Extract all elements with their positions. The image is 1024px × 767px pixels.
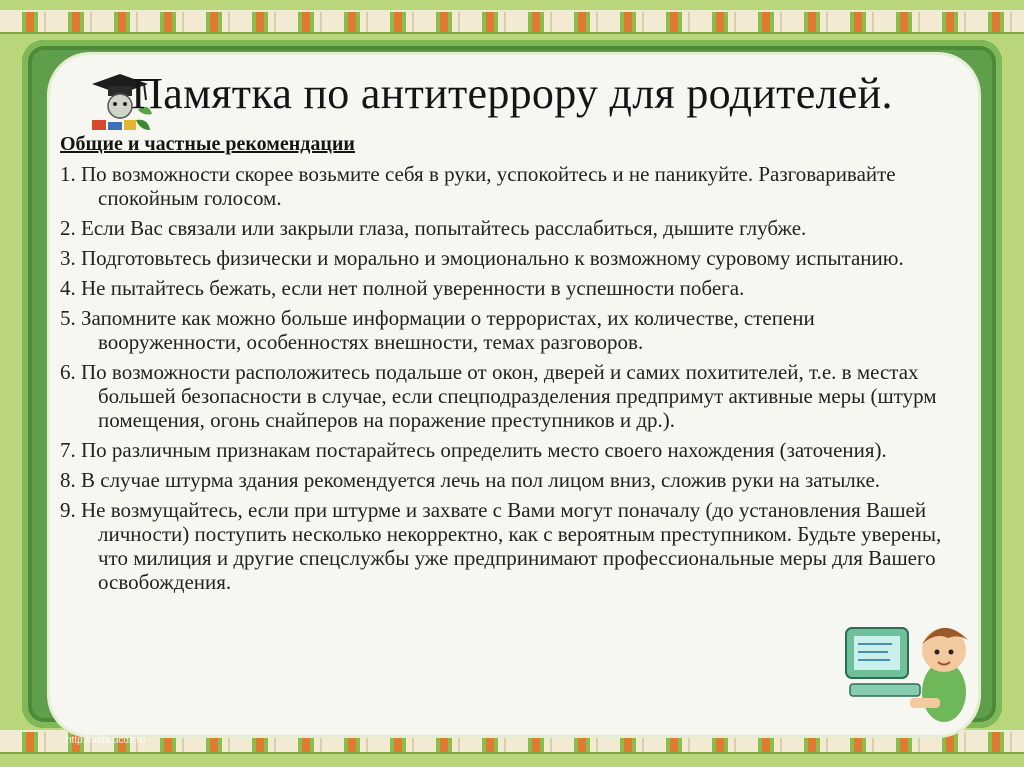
list-item: 6. По возможности расположитесь подальше от окон, дверей и самих похитителей, т.е. в местах большей безопасности в случае, если спецподразделения предпримут активные меры (штурм помещения, огонь снайперов на поражение преступников и др.). <box>60 360 937 432</box>
list-item: 8. В случае штурма здания рекомендуется лечь на пол лицом вниз, сложив руки на затылке. <box>60 468 881 492</box>
list-item: 9. Не возмущайтесь, если при штурме и захвате с Вами могут поначалу (до установления Вашей личности) поступить несколько некорректно, как с вероятным преступником. Будьте уверены, что милиция и другие спецслужбы уже предпринимают профессиональные меры для Вашего освобождения. <box>60 498 942 594</box>
page-title: Памятка по антитеррору для родителей. <box>131 69 893 118</box>
list-item: 3. Подготовьтесь физически и морально и эмоционально к возможному суровому испытанию. <box>60 246 904 270</box>
section-subtitle: Общие и частные рекомендации <box>60 133 355 155</box>
list-item: 1. По возможности скорее возьмите себя в руки, успокойтесь и не паникуйте. Разговаривайте спокойным голосом. <box>60 162 896 210</box>
memo-content <box>60 133 960 600</box>
list-item: 7. По различным признакам постарайтесь определить место своего нахождения (заточения). <box>60 438 887 462</box>
list-item: 2. Если Вас связали или закрыли глаза, попытайтесь расслабиться, дышите глубже. <box>60 216 807 240</box>
child-at-computer-icon <box>840 600 980 730</box>
list-item: 4. Не пытайтесь бежать, если нет полной уверенности в успешности побега. <box>60 276 745 300</box>
footer-url: http://aida.ucoz.ru <box>66 735 146 746</box>
list-item: 5. Запомните как можно больше информации о террористах, их количестве, степени вооруженности, особенностях внешности, темах разговоров. <box>60 306 815 354</box>
top-decorative-stripe <box>0 10 1024 34</box>
